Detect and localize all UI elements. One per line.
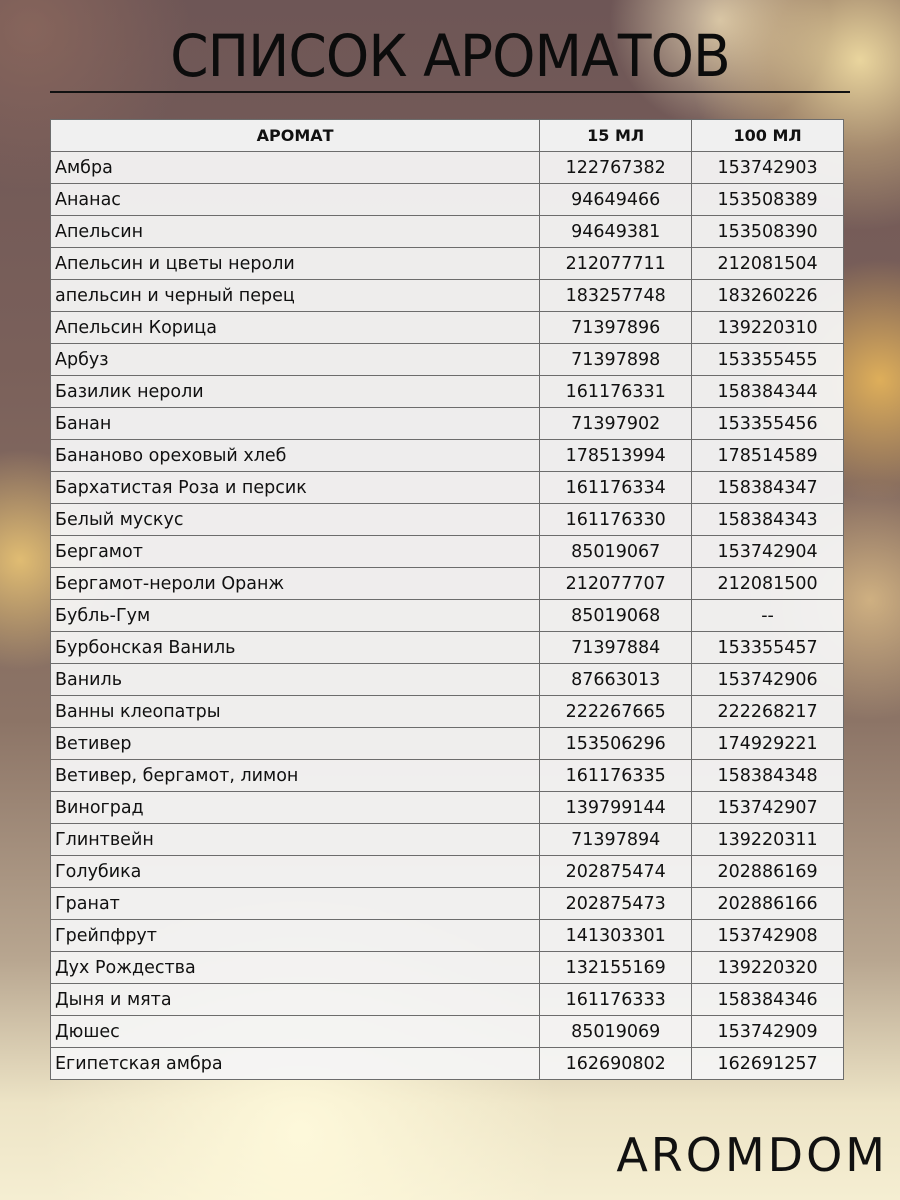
aroma-name-cell: Египетская амбра: [51, 1048, 540, 1080]
table-row: [51, 440, 844, 472]
code-15ml-cell: 161176333: [540, 984, 692, 1016]
aroma-name-cell: Дух Рождества: [51, 952, 540, 984]
code-15ml-cell: 132155169: [540, 952, 692, 984]
code-100ml-cell: --: [692, 600, 844, 632]
code-100ml-cell: 158384348: [692, 760, 844, 792]
table-row: [51, 1016, 844, 1048]
aroma-name-cell: Апельсин и цветы нероли: [51, 248, 540, 280]
code-100ml-cell: 139220320: [692, 952, 844, 984]
code-15ml-cell: 71397902: [540, 408, 692, 440]
table-row: [51, 792, 844, 824]
aroma-name-cell: Ветивер: [51, 728, 540, 760]
code-100ml-cell: 153355457: [692, 632, 844, 664]
code-100ml-cell: 153742903: [692, 152, 844, 184]
aroma-name-cell: Банан: [51, 408, 540, 440]
code-100ml-cell: 202886166: [692, 888, 844, 920]
aroma-name-cell: Апельсин Корица: [51, 312, 540, 344]
code-15ml-cell: 222267665: [540, 696, 692, 728]
table-row: [51, 152, 844, 184]
code-15ml-cell: 153506296: [540, 728, 692, 760]
aroma-name-cell: Виноград: [51, 792, 540, 824]
code-15ml-cell: 71397896: [540, 312, 692, 344]
code-100ml-cell: 153742906: [692, 664, 844, 696]
code-100ml-cell: 158384344: [692, 376, 844, 408]
title-underline: [50, 91, 850, 93]
aroma-name-cell: апельсин и черный перец: [51, 280, 540, 312]
code-15ml-cell: 161176330: [540, 504, 692, 536]
code-100ml-cell: 158384343: [692, 504, 844, 536]
code-100ml-cell: 153742904: [692, 536, 844, 568]
code-15ml-cell: 71397884: [540, 632, 692, 664]
code-100ml-cell: 153742909: [692, 1016, 844, 1048]
table-body: [51, 152, 844, 1080]
aroma-name-cell: Арбуз: [51, 344, 540, 376]
aroma-name-cell: Дыня и мята: [51, 984, 540, 1016]
table-row: [51, 472, 844, 504]
aroma-name-cell: Бубль-Гум: [51, 600, 540, 632]
code-100ml-cell: 153355456: [692, 408, 844, 440]
code-100ml-cell: 153508390: [692, 216, 844, 248]
code-100ml-cell: 153355455: [692, 344, 844, 376]
code-15ml-cell: 161176331: [540, 376, 692, 408]
table-row: [51, 280, 844, 312]
code-100ml-cell: 153742908: [692, 920, 844, 952]
aroma-name-cell: Бергамот-нероли Оранж: [51, 568, 540, 600]
aroma-name-cell: Бурбонская Ваниль: [51, 632, 540, 664]
table-header-row: [51, 120, 844, 152]
code-15ml-cell: 162690802: [540, 1048, 692, 1080]
code-15ml-cell: 141303301: [540, 920, 692, 952]
table-row: [51, 760, 844, 792]
code-15ml-cell: 178513994: [540, 440, 692, 472]
column-header-15ml: 15 МЛ: [540, 120, 692, 152]
code-15ml-cell: 161176335: [540, 760, 692, 792]
code-15ml-cell: 212077711: [540, 248, 692, 280]
code-100ml-cell: 212081504: [692, 248, 844, 280]
table-row: [51, 1048, 844, 1080]
aroma-table: [50, 119, 844, 1080]
table-row: [51, 952, 844, 984]
aroma-name-cell: Грейпфрут: [51, 920, 540, 952]
code-15ml-cell: 202875473: [540, 888, 692, 920]
aroma-name-cell: Ветивер, бергамот, лимон: [51, 760, 540, 792]
code-15ml-cell: 85019067: [540, 536, 692, 568]
code-100ml-cell: 162691257: [692, 1048, 844, 1080]
code-100ml-cell: 212081500: [692, 568, 844, 600]
aroma-name-cell: Дюшес: [51, 1016, 540, 1048]
table-row: [51, 376, 844, 408]
code-100ml-cell: 153508389: [692, 184, 844, 216]
table-row: [51, 536, 844, 568]
code-100ml-cell: 174929221: [692, 728, 844, 760]
table-row: [51, 184, 844, 216]
code-15ml-cell: 161176334: [540, 472, 692, 504]
aroma-name-cell: Ваниль: [51, 664, 540, 696]
code-15ml-cell: 183257748: [540, 280, 692, 312]
code-15ml-cell: 139799144: [540, 792, 692, 824]
table-row: [51, 984, 844, 1016]
table-row: [51, 312, 844, 344]
code-15ml-cell: 94649381: [540, 216, 692, 248]
table-row: [51, 728, 844, 760]
table-row: [51, 920, 844, 952]
code-15ml-cell: 85019068: [540, 600, 692, 632]
aroma-name-cell: Бергамот: [51, 536, 540, 568]
table-row: [51, 888, 844, 920]
table-row: [51, 504, 844, 536]
table-row: [51, 856, 844, 888]
aroma-name-cell: Амбра: [51, 152, 540, 184]
code-15ml-cell: 85019069: [540, 1016, 692, 1048]
aroma-name-cell: Глинтвейн: [51, 824, 540, 856]
aroma-name-cell: Гранат: [51, 888, 540, 920]
aroma-name-cell: Бананово ореховый хлеб: [51, 440, 540, 472]
table-row: [51, 408, 844, 440]
code-15ml-cell: 71397898: [540, 344, 692, 376]
code-100ml-cell: 202886169: [692, 856, 844, 888]
aroma-name-cell: Белый мускус: [51, 504, 540, 536]
aroma-name-cell: Бархатистая Роза и персик: [51, 472, 540, 504]
table-row: [51, 824, 844, 856]
table-row: [51, 344, 844, 376]
aroma-name-cell: Голубика: [51, 856, 540, 888]
aroma-name-cell: Ананас: [51, 184, 540, 216]
code-100ml-cell: 222268217: [692, 696, 844, 728]
code-100ml-cell: 183260226: [692, 280, 844, 312]
code-100ml-cell: 178514589: [692, 440, 844, 472]
aroma-name-cell: Ванны клеопатры: [51, 696, 540, 728]
column-header-100ml: 100 МЛ: [692, 120, 844, 152]
table-row: [51, 568, 844, 600]
code-15ml-cell: 87663013: [540, 664, 692, 696]
code-15ml-cell: 71397894: [540, 824, 692, 856]
code-15ml-cell: 202875474: [540, 856, 692, 888]
code-15ml-cell: 122767382: [540, 152, 692, 184]
table-row: [51, 216, 844, 248]
brand-logo: AROMDOM: [616, 1128, 888, 1182]
code-15ml-cell: 94649466: [540, 184, 692, 216]
aroma-name-cell: Базилик нероли: [51, 376, 540, 408]
page-title: СПИСОК АРОМАТОВ: [170, 22, 730, 90]
code-100ml-cell: 158384347: [692, 472, 844, 504]
table-row: [51, 696, 844, 728]
aroma-name-cell: Апельсин: [51, 216, 540, 248]
table-row: [51, 600, 844, 632]
code-100ml-cell: 158384346: [692, 984, 844, 1016]
code-100ml-cell: 139220311: [692, 824, 844, 856]
table-row: [51, 664, 844, 696]
table-row: [51, 248, 844, 280]
code-100ml-cell: 153742907: [692, 792, 844, 824]
code-15ml-cell: 212077707: [540, 568, 692, 600]
table-row: [51, 632, 844, 664]
code-100ml-cell: 139220310: [692, 312, 844, 344]
column-header-aroma: АРОМАТ: [51, 120, 540, 152]
